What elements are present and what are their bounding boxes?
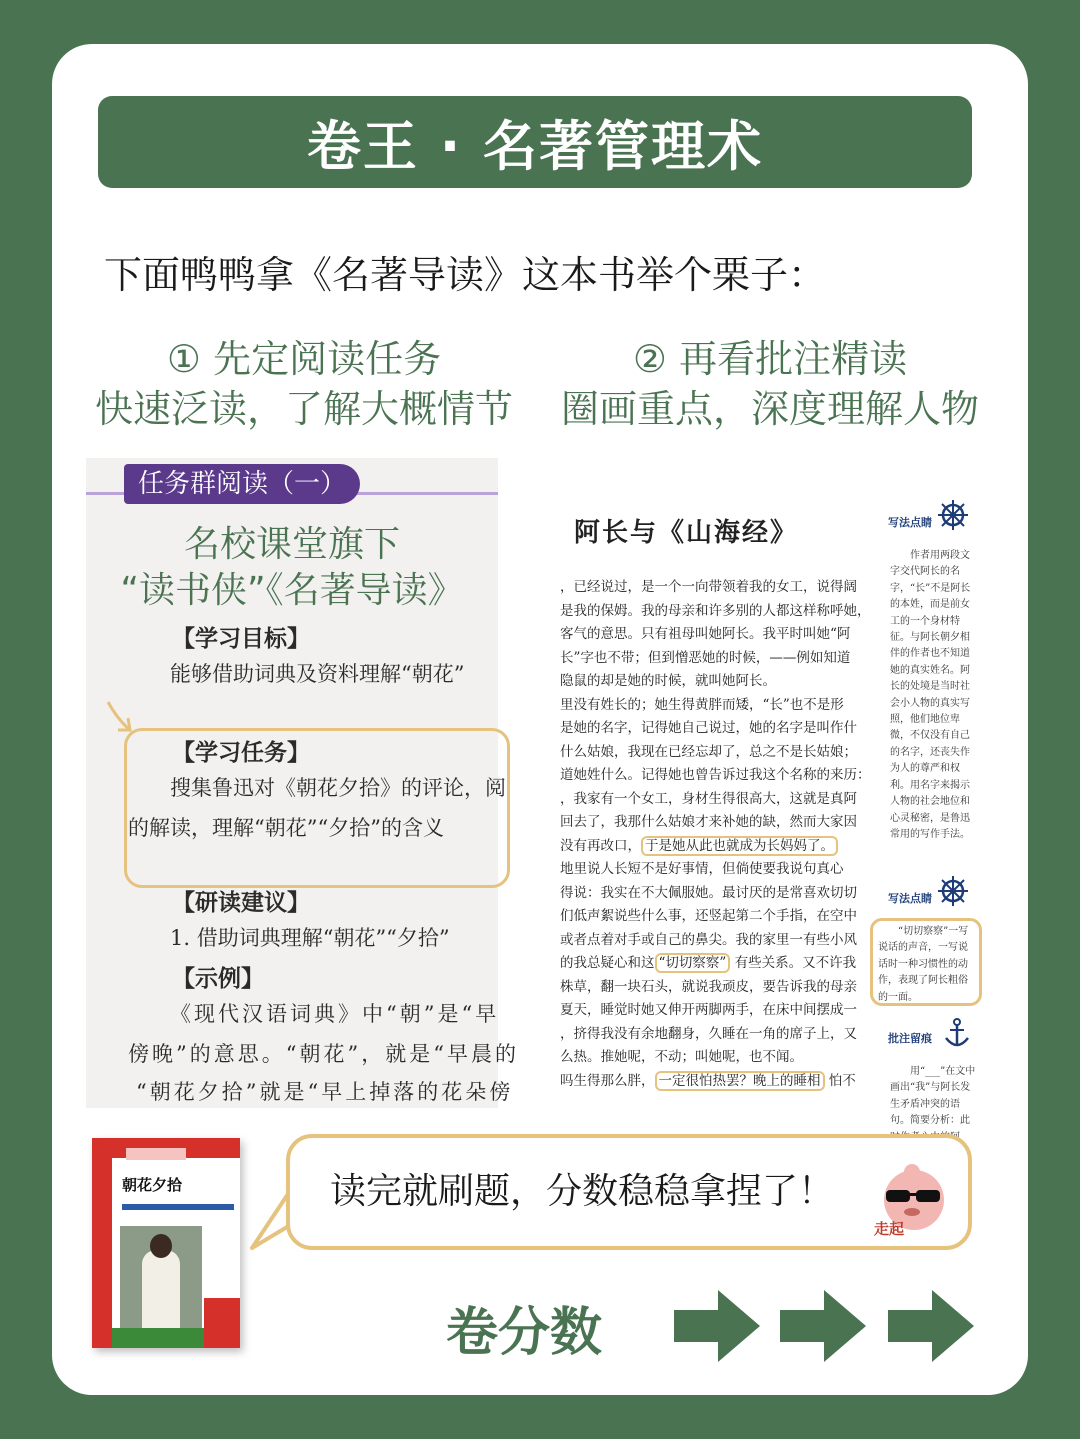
article-line: 里没有姓长的；她生得黄胖而矮，“长”也不是形 [560, 696, 844, 713]
book-cover-image [92, 1138, 240, 1348]
side-note-3-head: 批注留痕 [888, 1032, 932, 1045]
right-arrow-icon [888, 1290, 974, 1362]
step-one-title: ① 先定阅读任务 [166, 337, 442, 381]
article-line: 们低声絮说些什么事，还竖起第二个手指，在空中 [560, 908, 857, 924]
article-line: 或者点着对手或自己的鼻尖。我的家里一有些小风 [560, 931, 857, 948]
goal-title: 【学习目标】 [172, 626, 310, 652]
article-line: 没有再改口， 于是她从此也就成为长妈妈了。 [560, 835, 860, 859]
brand-heading-1: 名校课堂旗下 [183, 524, 400, 565]
side-note-2-text: “切切察察”一写说话的声音，一写说话时一种习惯性的动作，表现了阿长粗俗的一面。 [878, 926, 969, 1003]
article-line: 客气的意思。只有祖母叫她阿长。我平时叫她“阿 [560, 626, 851, 642]
ship-wheel-icon [936, 498, 970, 532]
article-line: 得说：我实在不大佩服她。最讨厌的是常喜欢切切 [560, 884, 857, 901]
duck-mascot-icon [872, 1160, 952, 1236]
step-two-desc: 圈画重点，深度理解人物 [560, 387, 979, 431]
article-line: 道她姓什么。记得她也曾告诉过我这个名称的来历： [560, 767, 871, 783]
example-title: 【示例】 [172, 966, 264, 992]
ship-wheel-icon [936, 874, 970, 908]
task-line-1: 搜集鲁迅对《朝花夕拾》的评论，阅 [170, 776, 506, 800]
highlighted-phrase: “切切察察” [655, 953, 731, 973]
book-title: 朝花夕拾 [122, 1176, 183, 1194]
article-line: 是她的名字，记得她自己说过，她的名字是叫作什 [560, 720, 857, 736]
article-title: 阿长与《山海经》 [574, 518, 799, 548]
highlighted-phrase: 一定很怕热罢？晚上的睡相 [655, 1071, 825, 1091]
article-line: ，挤得我没有余地翻身，久睡在一角的席子上，又 [560, 1025, 857, 1042]
side-note-1-head: 写法点睛 [888, 516, 932, 529]
highlighted-phrase: 于是她从此也就成为长妈妈了。 [641, 836, 838, 856]
mascot-label: 走起 [874, 1220, 905, 1238]
task-line-2: 的解读，理解“朝花”“夕拾”的含义 [128, 816, 444, 840]
task-page-photo [86, 458, 519, 1108]
side-note-1-text: 作者用两段文字交代阿长的名字，“长”不是阿长的本姓，而是前女工的一个身材特征。与阿长朝夕相伴的作者也不知道她的真实姓名。阿长的处境是当时社会小人物的真实写照，他们地位卑微，不仅没有自己的名字，还丧失作为人的尊严和权利。用名字来揭示人物的社会地位和心灵秘密，是鲁迅常用的写作手法。 [890, 550, 971, 840]
right-arrow-icon [780, 1290, 866, 1362]
step-one [84, 334, 524, 434]
article-line: ，已经说过，是一个一向带领着我的女工，说得阔 [560, 579, 857, 595]
article-line: 的我总疑心和这 “切切察察” 有些关系。又不许我 [560, 955, 857, 971]
article-line: 回去了，我那什么姑娘才来补她的缺，然而大家因 [560, 814, 857, 830]
task-title: 【学习任务】 [172, 740, 310, 766]
brand-heading-2: “读书侠”《名著导读》 [120, 570, 464, 611]
article-line: 长”字也不带；但到憎恶她的时候，——例如知道 [560, 649, 851, 666]
intro-text: 下面鸭鸭拿《名著导读》这本书举个栗子： [104, 253, 827, 297]
poster-card [52, 44, 1028, 1395]
article-line: 吗生得那么胖， 一定很怕热罢？晚上的睡相 怕不 [560, 1072, 856, 1089]
step-one-desc: 快速泛读，了解大概情节 [94, 387, 513, 431]
example-line-2: 傍晚”的意思。“朝花”，就是“早晨的 [128, 1042, 519, 1066]
article-line: 夏天，睡觉时她又伸开两脚两手，在床中间摆成一 [560, 1002, 857, 1018]
example-line-3: “朝花夕拾”就是“早上掉落的花朵傍 [136, 1080, 514, 1104]
article-line: 地里说人长短不是好事情，但倘使要我说句真心 [560, 861, 844, 877]
goal-text: 能够借助词典及资料理解“朝花” [170, 662, 465, 686]
bubble-text: 读完就刷题，分数稳稳拿捏了！ [330, 1171, 835, 1212]
example-line-1: 《现代汉语词典》中“朝”是“早 [170, 1002, 500, 1026]
advice-title: 【研读建议】 [172, 890, 310, 916]
article-line: 么热。推她呢，不动；叫她呢，也不闻。 [560, 1049, 803, 1065]
article-line: 株草，翻一块石头，就说我顽皮，要告诉我的母亲 [560, 978, 857, 995]
step-two-title: ② 再看批注精读 [632, 337, 908, 381]
speech-bubble [286, 1134, 972, 1250]
article-line: 是我的保姆。我的母亲和许多别的人都这样称呼她， [560, 602, 871, 619]
task-group-tag: 任务群阅读（一） [124, 464, 360, 504]
page-title: 卷王 · 名著管理术 [98, 96, 972, 188]
side-note-3-text: 用“___”在文中画出“我”与阿长发生矛盾冲突的语句。简要分析：此 [890, 1066, 976, 1127]
score-label: 卷分数 [446, 1303, 603, 1363]
article-body [560, 576, 871, 1093]
advice-text: 1. 借助词典理解“朝花”“夕拾” [170, 926, 450, 950]
annotation-page-photo [560, 458, 984, 1127]
right-arrow-icon [674, 1290, 760, 1362]
side-note-2-head: 写法点睛 [888, 892, 932, 905]
article-line: ，我家有一个女工，身材生得很高大，这就是真阿 [560, 790, 857, 807]
step-two [550, 334, 990, 434]
article-line: 隐鼠的却是她的时候，就叫她阿长。 [560, 673, 776, 689]
anchor-icon [940, 1016, 974, 1050]
article-line: 什么姑娘，我现在已经忘却了，总之不是长姑娘； [560, 743, 857, 760]
